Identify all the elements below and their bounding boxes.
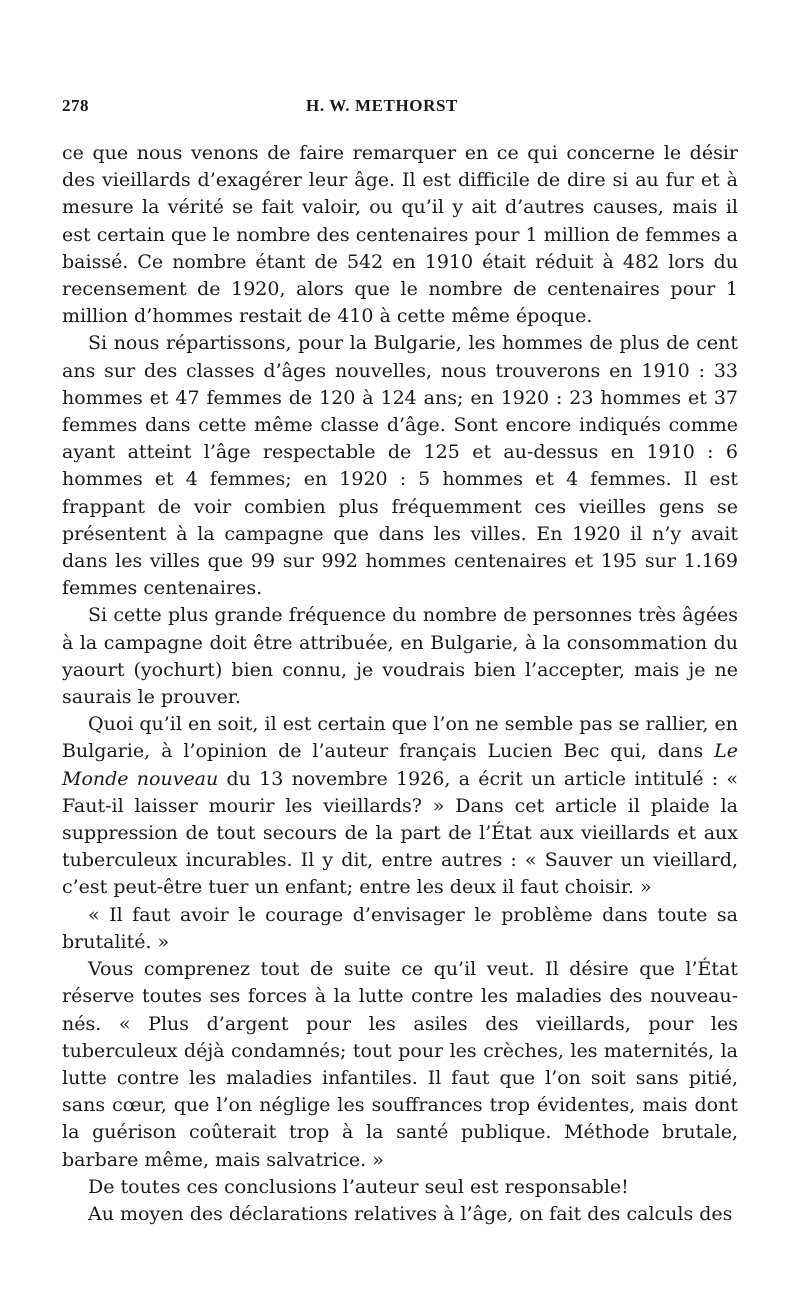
paragraph-3: Si cette plus grande fréquence du nombre de personnes très âgées à la campagne doit être attribuée, en Bulgarie, à la consommation du yaourt (yochurt) bien connu, je voudrais bien l’accepter, mais je ne saurais le prouver. — [62, 604, 738, 709]
paragraph-2: Si nous répartissons, pour la Bulgarie, les hommes de plus de cent ans sur des classes d’âges nouvelles, nous trouverons en 1910 : 33 hommes et 47 femmes de 120 à 124 ans; en 1920 : 23 hommes et 37 femmes dans cette même classe d’âge. Sont encore indiqués comme ayant atteint l’âge respectable de 125 et au-dessus en 1910 : 6 hommes et 4 femmes; en 1920 : 5 hommes et 4 femmes. Il est frappant de voir combien plus fréquemment ces vieilles gens se présentent à la campagne que dans les villes. En 1920 il n’y avait dans les villes que 99 sur 992 hommes centenaires et 195 sur 1.169 femmes centenaires. — [62, 332, 738, 600]
paragraph-8: Au moyen des déclarations relatives à l’âge, on fait des calculs des — [88, 1202, 733, 1225]
publication-title: Le Monde nouveau — [62, 740, 738, 790]
page-number: 278 — [62, 96, 89, 115]
paragraph-5-quote: « Il faut avoir le courage d’envisager le problème dans toute sa brutalité. » — [62, 903, 738, 953]
running-head — [62, 96, 738, 120]
paragraph-6: Vous comprenez tout de suite ce qu’il veut. Il désire que l’État réserve toutes ses forces à la lutte contre les maladies des nouveau-nés. « Plus d’argent pour les asiles des vieillards, pour les tuberculeux déjà condamnés; tout pour les crèches, les maternités, la lutte contre les maladies infantiles. Il faut que l’on soit sans pitié, sans cœur, que l’on néglige les souffrances trop évidentes, mais dont la guérison coûterait trop à la santé publique. Méthode brutale, barbare même, mais salvatrice. » — [62, 958, 738, 1171]
paragraph-4 — [62, 711, 738, 901]
paragraph-4-text-before: Quoi qu’il en soit, il est certain que l’on ne semble pas se rallier, en Bulgarie, à l’opinion de l’auteur français Lucien Bec qui, dans — [62, 713, 738, 763]
paragraph-7: De toutes ces conclusions l’auteur seul est responsable! — [88, 1175, 629, 1198]
paragraph-4-text-after: du 13 novembre 1926, a écrit un article intitulé : « Faut-il laisser mourir les vieillards? » Dans cet article il plaide la suppression de tout secours de la part de l’État aux vieillards et aux tuberculeux incurables. Il y dit, entre autres : « Sauver un vieillard, c’est peut-être tuer un enfant; entre les deux il faut choisir. » — [62, 767, 738, 899]
paragraph-1: ce que nous venons de faire remarquer en ce qui concerne le désir des vieillards d’exagérer leur âge. Il est difficile de dire si au fur et à mesure la vérité se fait valoir, ou qu’il y ait d’autres causes, mais il est certain que le nombre des centenaires pour 1 million de femmes a baissé. Ce nombre étant de 542 en 1910 était réduit à 482 lors du recensement de 1920, alors que le nombre de centenaires pour 1 million d’hommes restait de 410 à cette même époque. — [62, 142, 738, 328]
running-title: H. W. METHORST — [306, 96, 458, 115]
body-text — [62, 140, 738, 1228]
